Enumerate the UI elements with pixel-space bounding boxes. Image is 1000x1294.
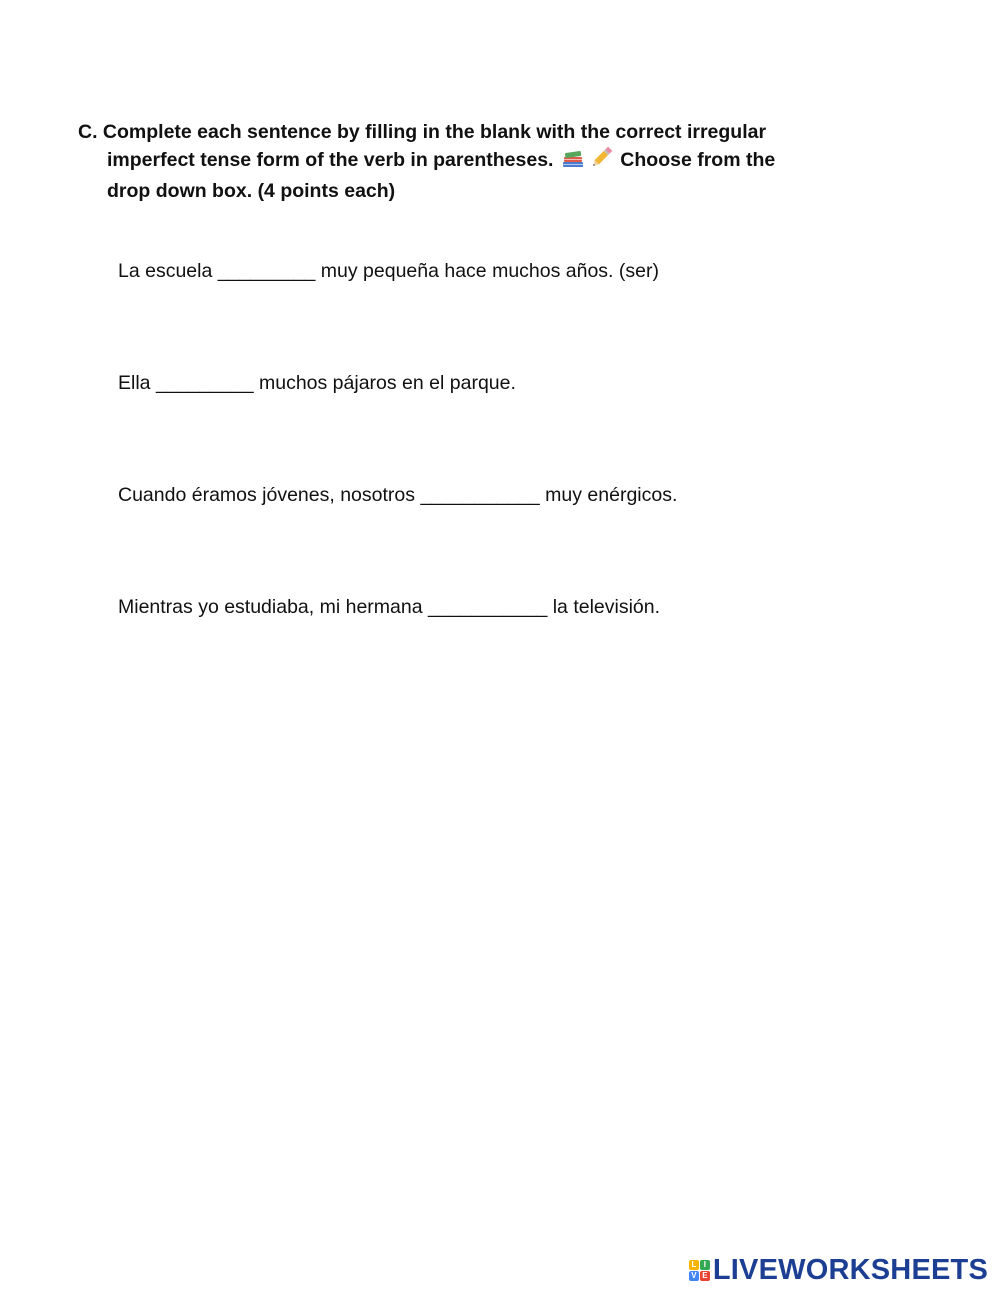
sentence-2-before: Ella [118, 372, 151, 394]
sentence-1-after: muy pequeña hace muchos años. (ser) [320, 260, 659, 282]
sentence-3 [118, 483, 677, 507]
instructions-line-2-text: imperfect tense form of the verb in parentheses. [107, 149, 554, 171]
sentence-2-after: muchos pájaros en el parque. [258, 372, 516, 394]
logo-mark-letter-e: E [700, 1271, 710, 1281]
liveworksheets-logo [689, 1254, 988, 1286]
instructions-line-2-text-b: Choose from the [620, 149, 776, 171]
instructions [78, 118, 858, 205]
sentence-4 [118, 595, 660, 619]
pencil-icon [589, 147, 613, 177]
sentence-3-after: muy enérgicos. [545, 484, 678, 506]
sentence-2-blank-dropdown[interactable]: _________ [155, 372, 254, 394]
instructions-line-2 [78, 146, 858, 177]
logo-mark-letter-i: I [700, 1260, 710, 1270]
logo-text: LIVEWORKSHEETS [712, 1254, 988, 1286]
sentence-3-before: Cuando éramos jóvenes, nosotros [118, 484, 416, 506]
instructions-line-3: drop down box. (4 points each) [107, 180, 396, 202]
sentence-1-before: La escuela [118, 260, 213, 282]
books-icon [561, 147, 585, 177]
sentence-1-blank-dropdown[interactable]: _________ [217, 260, 316, 282]
sentence-3-blank-dropdown[interactable]: ___________ [420, 484, 540, 506]
sentence-1 [118, 259, 659, 283]
sentence-4-blank-dropdown[interactable]: ___________ [428, 596, 548, 618]
logo-mark-letter-v: V [689, 1271, 699, 1281]
logo-mark-icon [689, 1260, 710, 1281]
sentence-2 [118, 371, 516, 395]
sentence-4-before: Mientras yo estudiaba, mi hermana [118, 596, 423, 618]
sentence-4-after: la televisión. [552, 596, 661, 618]
instructions-line-1: C. Complete each sentence by filling in the blank with the correct irregular [78, 121, 767, 143]
logo-mark-letter-l: L [689, 1260, 699, 1270]
